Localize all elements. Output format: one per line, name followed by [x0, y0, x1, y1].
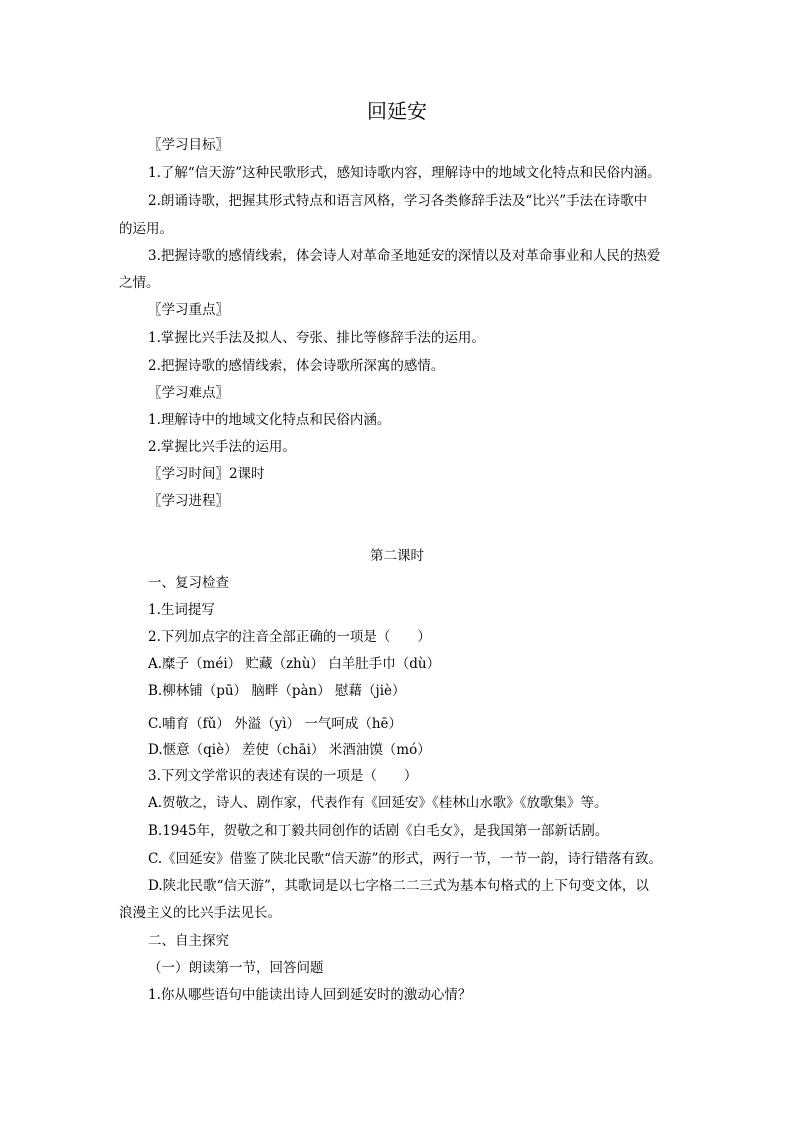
option-line: B.柳林铺（pū） 脑畔（pàn） 慰藉（jiè） — [148, 683, 406, 699]
paragraph-line: 2.朗诵诗歌，把握其形式特点和语言风格，学习各类修辞手法及“比兴”手法在诗歌中 — [148, 193, 648, 209]
option-line: A.贺敬之，诗人、剧作家，代表作有《回延安》《桂林山水歌》《放歌集》等。 — [148, 795, 608, 811]
question-line: 1.生词提写 — [148, 602, 215, 618]
paragraph-line: 2.把握诗歌的感情线索，体会诗歌所深寓的感情。 — [148, 358, 445, 374]
paragraph-line: 3.把握诗歌的感情线索，体会诗人对革命圣地延安的深情以及对革命事业和人民的热爱 — [148, 248, 661, 264]
option-line: C.《回延安》借鉴了陕北民歌“信天游”的形式，两行一节，一节一韵，诗行错落有致。 — [148, 851, 662, 867]
option-line: A.糜子（méi） 贮藏（zhù） 白羊肚手巾（dù） — [148, 656, 441, 672]
option-line: D.惬意（qiè） 差使（chāi） 米酒油馍（mó） — [148, 742, 431, 758]
paragraph-line: 的运用。 — [119, 221, 173, 237]
section-heading-explore: 二、自主探究 — [148, 933, 229, 949]
question-line: 1.你从哪些语句中能读出诗人回到延安时的激动心情？ — [148, 987, 472, 1003]
section-heading-difficulties: 〖学习难点〗 — [148, 385, 229, 401]
question-line: 2.下列加点字的注音全部正确的一项是（ ） — [148, 629, 431, 645]
question-line: 3.下列文学常识的表述有误的一项是（ ） — [148, 768, 418, 784]
paragraph-line: 2.掌握比兴手法的运用。 — [148, 439, 296, 455]
lesson-heading: 第二课时 — [370, 548, 424, 564]
paragraph-line: 1.了解“信天游”这种民歌形式，感知诗歌内容，理解诗中的地域文化特点和民俗内涵。 — [148, 165, 661, 181]
section-heading-review: 一、复习检查 — [148, 575, 229, 591]
section-heading-time: 〖学习时间〗2课时 — [148, 466, 265, 482]
paragraph-line: 1.理解诗中的地域文化特点和民俗内涵。 — [148, 412, 391, 428]
option-line: D.陕北民歌“信天游”，其歌词是以七字格二二三式为基本句格式的上下句变文体，以 — [148, 878, 649, 894]
subsection-heading: （一）朗读第一节，回答问题 — [148, 960, 324, 976]
paragraph-line: 1.掌握比兴手法及拟人、夸张、排比等修辞手法的运用。 — [148, 330, 485, 346]
section-heading-key-points: 〖学习重点〗 — [148, 302, 229, 318]
paragraph-line: 之情。 — [119, 275, 160, 291]
section-heading-process: 〖学习进程〗 — [148, 493, 229, 509]
option-line: B.1945年，贺敬之和丁毅共同创作的话剧《白毛女》，是我国第一部新话剧。 — [148, 823, 609, 839]
option-line: C.哺育（fǔ） 外溢（yì） 一气呵成（hē） — [148, 716, 403, 732]
page-title: 回延安 — [367, 99, 427, 123]
section-heading-objectives: 〖学习目标〗 — [148, 137, 229, 153]
option-line: 浪漫主义的比兴手法见长。 — [119, 905, 281, 921]
